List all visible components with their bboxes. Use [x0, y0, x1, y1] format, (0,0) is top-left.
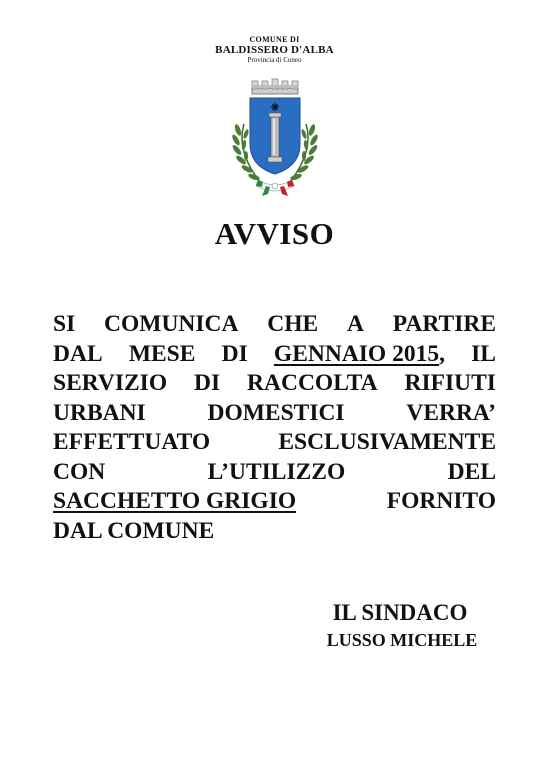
notice-line — [53, 458, 496, 488]
notice-word: IL — [471, 340, 496, 367]
notice-line — [53, 369, 496, 399]
notice-line — [53, 340, 496, 370]
notice-word: ESCLUSIVAMENTE — [278, 429, 496, 455]
notice-line — [53, 428, 496, 458]
notice-word: CON — [53, 458, 106, 485]
notice-word: MESE — [128, 340, 196, 367]
notice-word: VERRA’ — [406, 399, 496, 426]
notice-word: DEL — [447, 458, 496, 485]
notice-line — [53, 487, 496, 517]
notice-line — [53, 399, 496, 429]
notice-word: DAL COMUNE — [53, 517, 215, 544]
signature-name: LUSSO MICHELE — [326, 630, 478, 650]
notice-body — [53, 310, 496, 546]
notice-word: DI — [194, 370, 221, 396]
notice-word: RIFIUTI — [404, 370, 496, 396]
signature-title: IL SINDACO — [332, 600, 468, 625]
notice-word: RACCOLTA — [247, 370, 378, 396]
notice-word: COMUNICA — [104, 311, 239, 337]
notice-title: AVVISO — [214, 216, 335, 251]
notice-word: EFFETTUATO — [53, 429, 211, 455]
notice-word: SERVIZIO — [53, 370, 168, 396]
notice-word: CHE — [267, 311, 319, 337]
notice-line — [53, 517, 496, 547]
notice-word: PARTIRE — [392, 311, 496, 337]
municipal-coat-of-arms-icon — [222, 66, 328, 198]
notice-word: DOMESTICI — [207, 399, 345, 426]
start-date-group — [274, 340, 445, 370]
municipality-header — [0, 35, 549, 64]
notice-word: A — [347, 311, 364, 337]
notice-word: URBANI — [53, 399, 146, 426]
bag-type-highlight: SACCHETTO GRIGIO — [53, 488, 297, 514]
notice-word: SI — [53, 311, 76, 337]
tricolor-ribbon-icon — [256, 180, 294, 196]
star-icon — [271, 103, 279, 111]
notice-line — [53, 310, 496, 340]
notice-comma: , — [439, 340, 445, 367]
notice-word: FORNITO — [386, 488, 496, 514]
crown-icon — [252, 79, 298, 94]
header-municipality-name: BALDISSERO D'ALBA — [215, 44, 334, 56]
header-comune-di: COMUNE DI — [249, 35, 300, 44]
notice-word: DAL — [53, 340, 103, 367]
start-date-highlight: GENNAIO 2015 — [273, 340, 440, 367]
notice-word: L’UTILIZZO — [207, 458, 346, 485]
notice-word: DI — [221, 340, 248, 367]
header-province: Provincia di Cuneo — [247, 56, 302, 64]
